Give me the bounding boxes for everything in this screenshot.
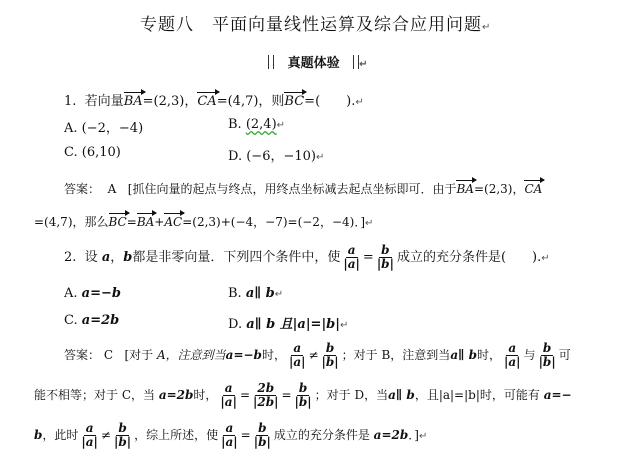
answer-2-line-1: 答案： C [对于 A，注意到当a=−b时， $\frac{a}{|a|}$ ≠ $\frac{b}{|b|}$ ；对于 B，注意到当a∥ b时， $\frac{a}{|a|}$ 与 $\frac{b}{|b|}$ 可 [64,341,571,369]
option-2b: B. a∥ b↵ [228,286,284,301]
answer-1-line-2: =(4,7)，那么BC=BA+AC=(2,3)+(−4，−7)=(−2，−4)．]↵ [34,215,374,229]
option-2d: D. a∥ b 且|a|=|b|↵ [228,317,349,332]
option-2c: C. a=2b [64,313,120,328]
option-1c: C. (6,10) [64,145,121,160]
problem-2-stem: 2. 设 a，b都是非零向量．下列四个条件中，使 $\frac{a}{|a|}$ = $\frac{b}{|b|}$ 成立的充分条件是( ).↵ [64,243,550,271]
section-heading: 真题体验 ↵ [268,52,368,71]
answer-2-line-2: 能不相等；对于 C，当 a=2b时， $\frac{a}{|a|}$ = $\frac{2b}{|2b|}$ = $\frac{b}{|b|}$ ；对于 D，当a∥ b，且|a|=|b|时，可能有 a=− [34,381,572,409]
option-2a: A. a=−b [64,286,121,301]
page-title: 专题八 平面向量线性运算及综合应用问题↵ [140,15,492,35]
answer-1-line-1: 答案： A [抓住向量的起点与终点，用终点坐标减去起点坐标即可．由于BA=(2,3)，CA [64,182,543,196]
heading-bar-left [268,55,274,69]
vector-CA: CA [197,94,217,109]
vector-BC: BC [284,94,305,109]
fraction-b-over-norm-b: $\frac{b}{|b|}$ [376,243,394,271]
option-1d: D. (−6，−10)↵ [228,149,325,164]
return-mark: ↵ [482,22,492,33]
problem-1-stem: 1. 若向量BA=(2,3)，CA=(4,7)，则BC=( ).↵ [64,94,364,109]
option-1b: B. (2,4)↵ [228,117,286,132]
answer-2-line-3: b，此时 $\frac{a}{|a|}$ ≠ $\frac{b}{|b|}$ ，综上所述，使 $\frac{a}{|a|}$ = $\frac{b}{|b|}$ 成立的充分条件是 a=2b．]↵ [34,421,428,449]
fraction-a-over-norm-a: $\frac{a}{|a|}$ [343,243,360,271]
option-1a: A. (−2，−4) [64,121,144,136]
vector-BA: BA [123,94,143,109]
